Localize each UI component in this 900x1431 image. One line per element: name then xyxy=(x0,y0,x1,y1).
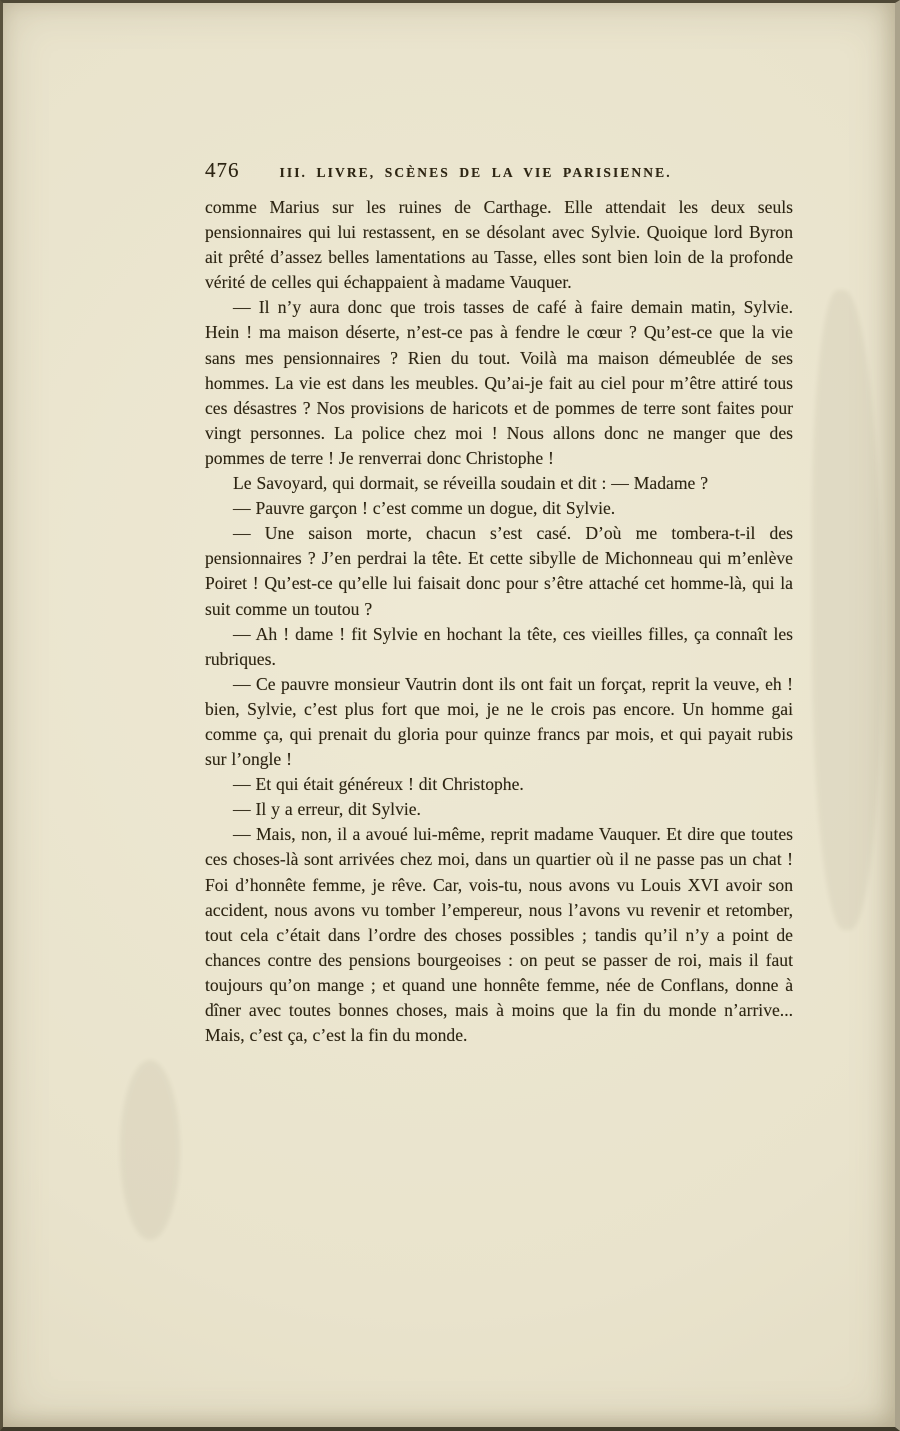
paragraph: comme Marius sur les ruines de Carthage. Elle attendait les deux seuls pensionnaires qui lui restassent, en se désolant avec Sylvie. Quoique lord Byron ait prêté d’assez belles lamentations au Tasse, elles sont bien loin de la profonde vérité de celles qui échappaient à madame Vauquer. xyxy=(205,197,793,293)
page-number: 476 xyxy=(205,158,240,182)
paragraph: — Ce pauvre monsieur Vautrin dont ils ont fait un forçat, reprit la veuve, eh ! bien, Sylvie, c’est plus fort que moi, je ne le crois pas encore. Un homme gai comme ça, qui prenait du gloria pour quinze francs par mois, et qui payait rubis sur l’ongle ! xyxy=(205,673,793,770)
paragraph: — Une saison morte, chacun s’est casé. D’où me tombera-t-il des pensionnaires ? J’en perdrai la tête. Et cette sibylle de Michonneau qui m’enlève Poiret ! Qu’est-ce qu’elle lui faisait donc pour s’être attaché cet homme-là, qui la suit comme un toutou ? xyxy=(205,523,793,619)
running-title: III. LIVRE, SCÈNES DE LA VIE PARISIENNE. xyxy=(279,165,672,180)
paragraph: — Il n’y aura donc que trois tasses de café à faire demain matin, Sylvie. Hein ! ma maison déserte, n’est-ce pas à fendre le cœur ? Qu’est-ce que la vie sans mes pensionnaires ? Rien du tout. Voilà ma maison démeublée de ses hommes. La vie est dans les meubles. Qu’ai-je fait au ciel pour m’être attiré tous ces désastres ? Nos provisions de haricots et de pommes de terre sont faites pour vingt personnes. La police chez moi ! Nous allons donc ne manger que des pommes de terre ! Je renverrai donc Christophe ! xyxy=(205,297,793,468)
page-header xyxy=(205,158,795,183)
paragraph: — Pauvre garçon ! c’est comme un dogue, dit Sylvie. xyxy=(233,498,616,519)
paragraph: — Mais, non, il a avoué lui-même, reprit madame Vauquer. Et dire que toutes ces choses-là sont arrivées chez moi, dans un quartier où il ne passe pas un chat ! Foi d’honnête femme, je rêve. Car, vois-tu, nous avons vu Louis XVI avoir son accident, nous avons vu tomber l’empereur, nous l’avons vu revenir et retomber, tout cela c’était dans l’ordre des choses possibles ; tandis qu’il n’y a point de chances contre des pensions bourgeoises : on peut se passer de roi, mais il faut toujours qu’on mange ; et quand une honnête femme, née de Conflans, donne à dîner avec toutes bonnes choses, mais à moins que la fin du monde n’arrive... Mais, c’est ça, c’est la fin du monde. xyxy=(205,824,793,1046)
paragraph: Le Savoyard, qui dormait, se réveilla soudain et dit : — Madame ? xyxy=(233,473,709,494)
paragraph: — Et qui était généreux ! dit Christophe. xyxy=(233,774,524,795)
body-text-block xyxy=(205,195,793,1048)
paragraph: — Il y a erreur, dit Sylvie. xyxy=(233,799,421,820)
paragraph: — Ah ! dame ! fit Sylvie en hochant la tête, ces vieilles filles, ça connaît les rubriques. xyxy=(205,623,793,669)
